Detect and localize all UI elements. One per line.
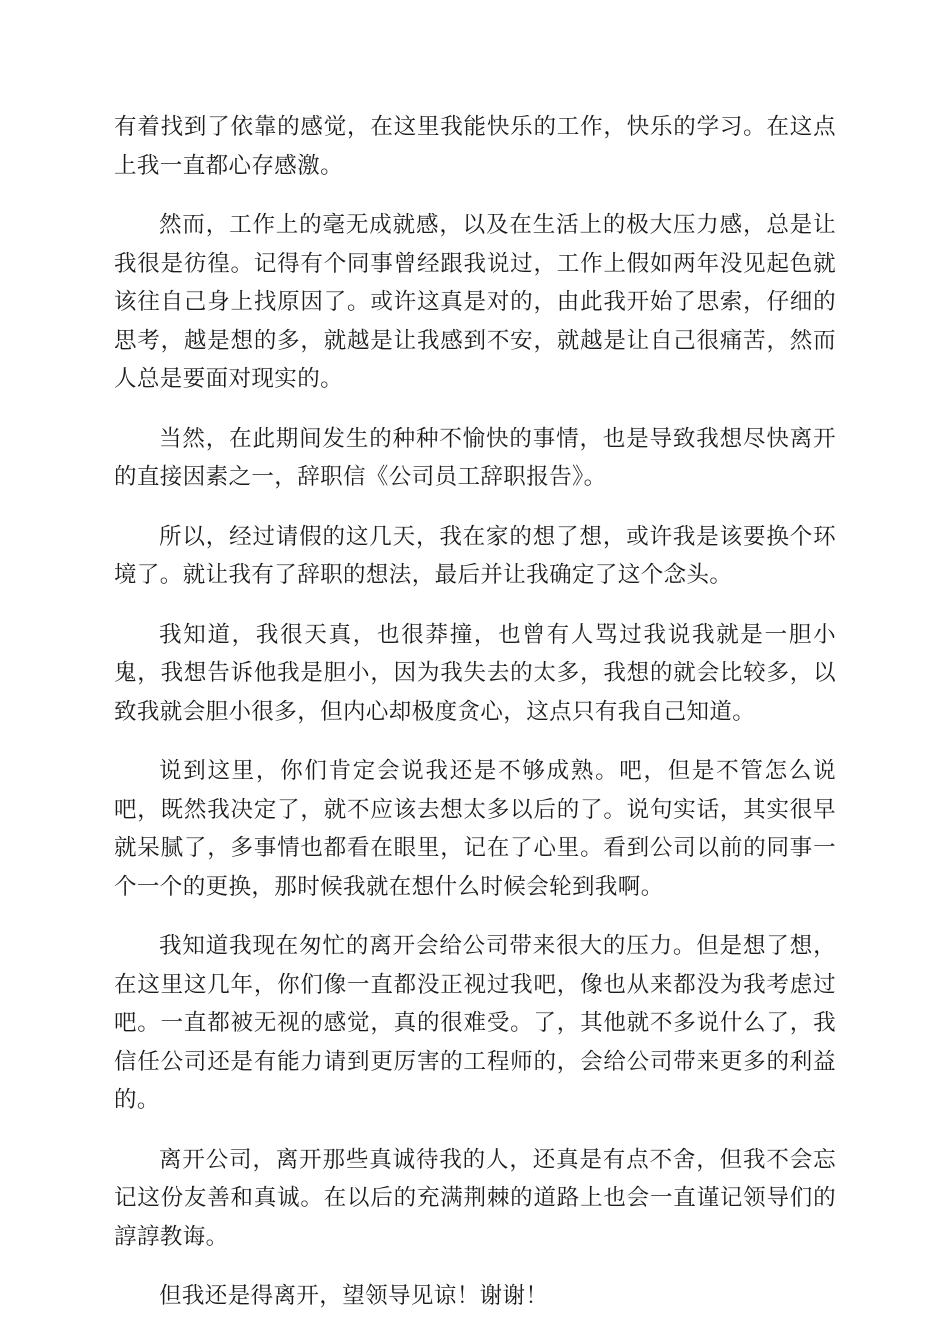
paragraph-9: 但我还是得离开，望领导见谅！谢谢！ [159,1283,549,1309]
paragraph-4: 所以，经过请假的这几天，我在家的想了想，或许我是该要换个环境了。就让我有了辞职的想法，最后并让我确定了这个念头。 [114,523,836,588]
paragraph-3: 当然，在此期间发生的种种不愉快的事情，也是导致我想尽快离开的直接因素之一，辞职信《公司员工辞职报告》。 [114,425,836,490]
paragraph-6: 说到这里，你们肯定会说我还是不够成熟。吧，但是不管怎么说吧，既然我决定了，就不应该去想太多以后的了。说句实话，其实很早就呆腻了，多事情也都看在眼里，记在了心里。看到公司以前的同事一个一个的更换，那时候我就在想什么时候会轮到我啊。 [114,758,836,900]
paragraph-1: 有着找到了依靠的感觉，在这里我能快乐的工作，快乐的学习。在这点上我一直都心存感激。 [114,114,836,179]
paragraph-7: 我知道我现在匆忙的离开会给公司带来很大的压力。但是想了想，在这里这几年，你们像一直都没正视过我吧，像也从来都没为我考虑过吧。一直都被无视的感觉，真的很难受。了，其他就不多说什么了，我信任公司还是有能力请到更厉害的工程师的，会给公司带来更多的利益的。 [114,933,836,1113]
document-page [114,108,836,1337]
paragraph-5: 我知道，我很天真，也很莽撞，也曾有人骂过我说我就是一胆小鬼，我想告诉他我是胆小，因为我失去的太多，我想的就会比较多，以致我就会胆小很多，但内心却极度贪心，这点只有我自己知道。 [114,621,836,725]
paragraph-2: 然而，工作上的毫无成就感，以及在生活上的极大压力感，总是让我很是彷徨。记得有个同事曾经跟我说过，工作上假如两年没见起色就该往自己身上找原因了。或许这真是对的，由此我开始了思索，仔细的思考，越是想的多，就越是让我感到不安，就越是让自己很痛苦，然而人总是要面对现实的。 [114,212,836,392]
paragraph-8: 离开公司，离开那些真诚待我的人，还真是有点不舍，但我不会忘记这份友善和真诚。在以后的充满荆棘的道路上也会一直谨记领导们的諄諄教诲。 [114,1146,836,1250]
